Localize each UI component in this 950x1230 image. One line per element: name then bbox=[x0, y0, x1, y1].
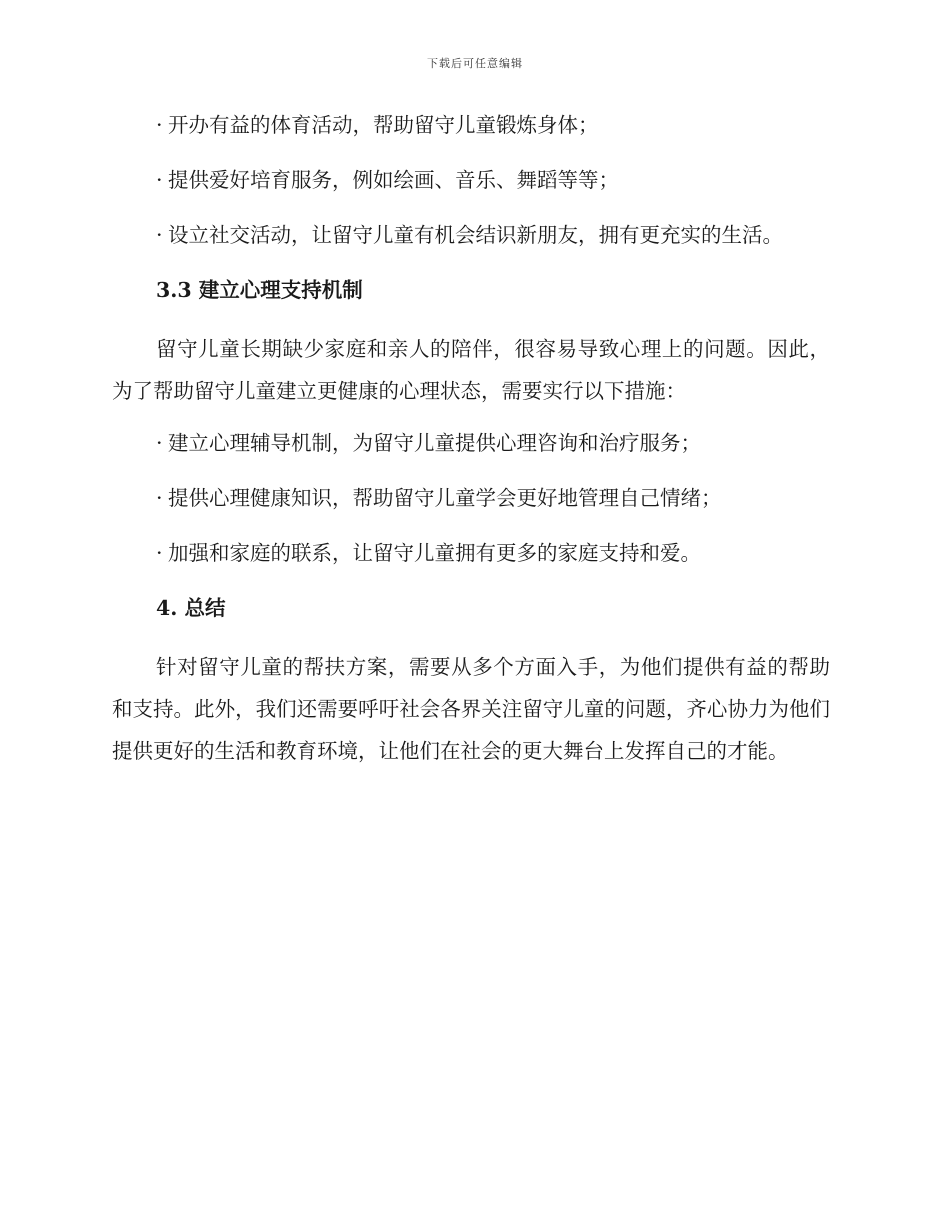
bullet-dot: · bbox=[156, 168, 163, 192]
paragraph-4-summary: 针对留守儿童的帮扶方案，需要从多个方面入手，为他们提供有益的帮助和支持。此外，我们还需要呼吁社会各界关注留守儿童的问题，齐心协力为他们提供更好的生活和教育环境，让他们在社会的更大舞台上发挥自己的才能。 bbox=[112, 655, 830, 763]
bullet-item: · 开办有益的体育活动，帮助留守儿童锻炼身体； bbox=[112, 108, 832, 142]
bullet-dot: · bbox=[156, 223, 163, 247]
document-body bbox=[112, 108, 832, 786]
bullet-dot: · bbox=[156, 431, 163, 455]
bullet-dot: · bbox=[156, 486, 163, 510]
paragraph-3-3: 留守儿童长期缺少家庭和亲人的陪伴，很容易导致心理上的问题。因此，为了帮助留守儿童建立更健康的心理状态，需要实行以下措施： bbox=[112, 337, 830, 403]
bullet-item: · 建立心理辅导机制，为留守儿童提供心理咨询和治疗服务； bbox=[112, 426, 832, 460]
bullet-item: · 提供爱好培育服务，例如绘画、音乐、舞蹈等等； bbox=[112, 163, 832, 197]
bullet-dot: · bbox=[156, 541, 163, 565]
section-heading-4: 4. 总结 bbox=[156, 596, 226, 620]
bullet-item: · 加强和家庭的联系，让留守儿童拥有更多的家庭支持和爱。 bbox=[112, 536, 832, 570]
page-header: 下载后可任意编辑 bbox=[427, 57, 523, 70]
bullet-item: · 设立社交活动，让留守儿童有机会结识新朋友，拥有更充实的生活。 bbox=[112, 218, 832, 252]
bullet-item: · 提供心理健康知识，帮助留守儿童学会更好地管理自己情绪； bbox=[112, 481, 832, 515]
bullet-dot: · bbox=[156, 113, 163, 137]
section-heading-3-3: 3.3 建立心理支持机制 bbox=[156, 278, 363, 302]
